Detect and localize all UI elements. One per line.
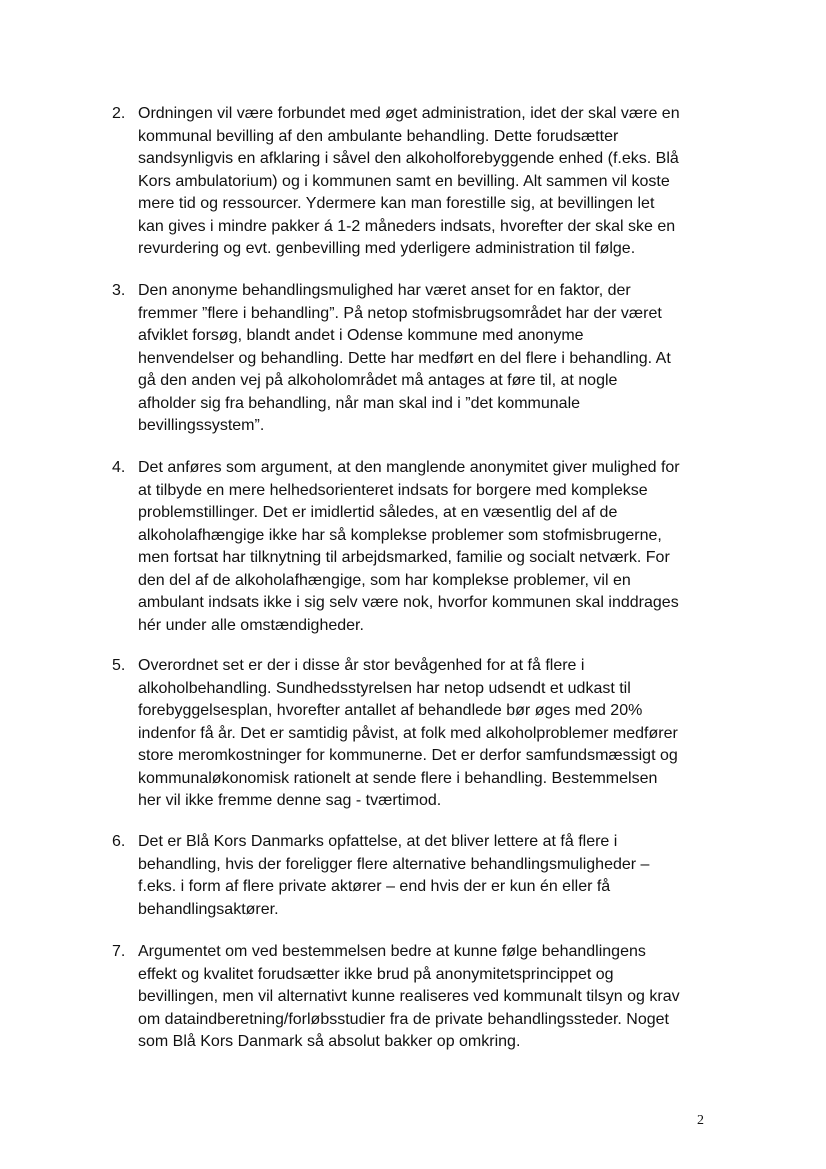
text-line: indenfor få år. Det er samtidig påvist, at folk med alkoholproblemer medfører [138, 724, 678, 742]
item-number: 7. [112, 943, 126, 960]
text-line: Det anføres som argument, at den manglende anonymitet giver mulighed for [138, 459, 680, 476]
item-text [138, 103, 716, 261]
item-number: 3. [112, 282, 126, 299]
text-line: f.eks. i form af flere private aktører – end hvis der er kun én eller få [138, 878, 611, 895]
text-line: men fortsat har tilknytning til arbejdsmarked, familie og socialt netværk. For [138, 549, 670, 566]
text-line: Ordningen vil være forbundet med øget administration, idet der skal være en [138, 105, 680, 122]
text-line: alkoholafhængige ikke har så komplekse problemer som stofmisbrugerne, [138, 526, 662, 544]
text-line: ambulant indsats ikke i sig selv være nok, hvorfor kommunen skal inddrages [138, 594, 679, 611]
item-text [138, 941, 716, 1054]
text-line: behandling, hvis der foreligger flere alternative behandlingsmuligheder – [138, 855, 650, 873]
text-line: kommunal bevilling af den ambulante behandling. Dette forudsætter [138, 127, 619, 145]
text-line: Overordnet set er der i disse år stor bevågenhed for at få flere i [138, 657, 585, 674]
text-line: bevillingen, men vil alternativt kunne realiseres ved kommunalt tilsyn og krav [138, 988, 680, 1005]
text-line: gå den anden vej på alkoholområdet må antages at føre til, at nogle [138, 372, 618, 389]
text-line: sandsynligvis en afklaring i såvel den alkoholforebyggende enhed (f.eks. Blå [138, 150, 679, 167]
text-line: som Blå Kors Danmark så absolut bakker op omkring. [138, 1033, 521, 1050]
text-line: afviklet forsøg, blandt andet i Odense kommune med anonyme [138, 327, 584, 344]
item-text [138, 655, 716, 813]
text-line: alkoholbehandling. Sundhedsstyrelsen har netop udsendt et udkast til [138, 679, 631, 697]
text-line: den del af de alkoholafhængige, som har komplekse problemer, vil en [138, 571, 631, 589]
text-line: at tilbyde en mere helhedsorienteret indsats for borgere med komplekse [138, 481, 648, 499]
text-line: store meromkostninger for kommunerne. Det er derfor samfundsmæssigt og [138, 747, 678, 764]
text-line: problemstillinger. Det er imidlertid således, at en væsentlig del af de [138, 504, 618, 521]
text-line: fremmer ”flere i behandling”. På netop stofmisbrugsområdet har der været [138, 304, 662, 322]
text-line: forebyggelsesplan, hvorefter antallet af behandlede bør øges med 20% [138, 702, 643, 719]
text-line: mere tid og ressourcer. Ydermere kan man forestille sig, at bevillingen let [138, 195, 655, 212]
text-line: her vil ikke fremme denne sag - tværtimod. [138, 792, 442, 809]
item-text [138, 280, 716, 438]
text-line: afholder sig fra behandling, når man skal ind i ”det kommunale [138, 394, 581, 412]
text-line: hér under alle omstændigheder. [138, 616, 364, 634]
text-line: kommunaløkonomisk rationelt at sende flere i behandling. Bestemmelsen [138, 769, 658, 787]
text-line: Den anonyme behandlingsmulighed har været anset for en faktor, der [138, 282, 631, 299]
text-line: effekt og kvalitet forudsætter ikke brud på anonymitetsprincippet og [138, 965, 614, 983]
text-line: Argumentet om ved bestemmelsen bedre at kunne følge behandlingens [138, 943, 646, 960]
text-line: Kors ambulatorium) og i kommunen samt en bevilling. Alt sammen vil koste [138, 172, 670, 190]
item-text [138, 457, 716, 637]
text-line: om dataindberetning/forløbsstudier fra de private behandlingssteder. Noget [138, 1010, 669, 1028]
text-line: bevillingssystem”. [138, 417, 265, 434]
text-line: revurdering og evt. genbevilling med yderligere administration til følge. [138, 240, 636, 257]
text-line: kan gives i mindre pakker á 1-2 måneders indsats, hvorefter der skal ske en [138, 217, 676, 235]
item-number: 4. [112, 459, 126, 476]
item-number: 6. [112, 833, 126, 850]
item-number: 5. [112, 657, 126, 674]
text-line: henvendelser og behandling. Dette har medført en del flere i behandling. At [138, 349, 671, 367]
page-number: 2 [697, 1113, 704, 1128]
text-line: behandlingsaktører. [138, 900, 279, 918]
item-text [138, 831, 716, 921]
text-line: Det er Blå Kors Danmarks opfattelse, at det bliver lettere at få flere i [138, 833, 618, 850]
item-number: 2. [112, 105, 126, 122]
